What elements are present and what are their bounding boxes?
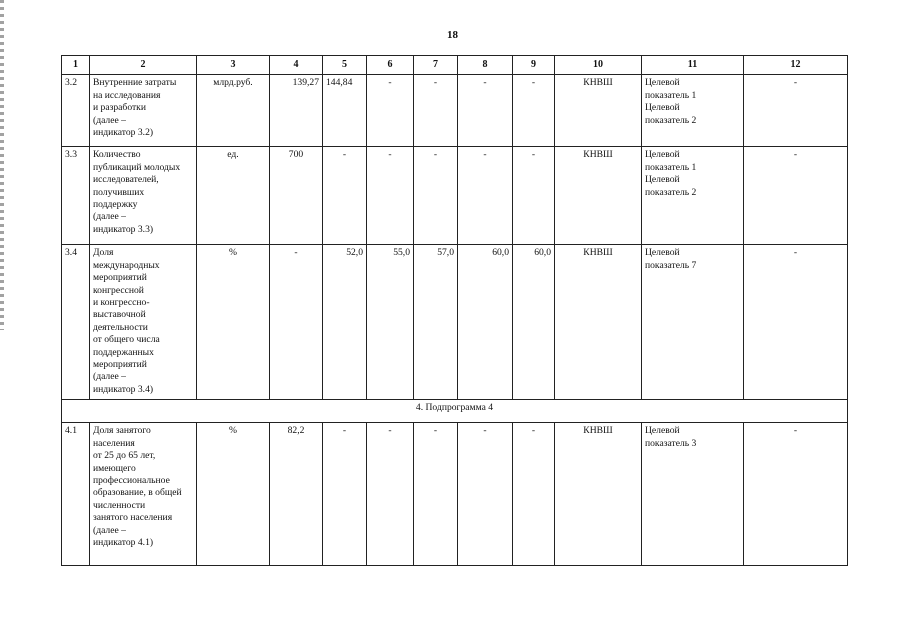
note-cell: - — [744, 423, 848, 566]
indicator-name: Доля международных мероприятий конгрессной и конгрессно- выставочной деятельности от общего числа поддержанных мероприятий (далее – индикатор 3.4) — [90, 245, 197, 400]
value-cell: - — [458, 147, 513, 245]
value-cell: 144,84 — [323, 75, 367, 147]
target-cell: Целевой показатель 1 Целевой показатель 2 — [642, 75, 744, 147]
col-header-5: 5 — [323, 56, 367, 75]
col-header-8: 8 — [458, 56, 513, 75]
row-number: 4.1 — [62, 423, 90, 566]
note-cell: - — [744, 147, 848, 245]
col-header-6: 6 — [367, 56, 414, 75]
value-cell: 55,0 — [367, 245, 414, 400]
value-cell: - — [367, 423, 414, 566]
value-cell: - — [458, 423, 513, 566]
value-cell: - — [513, 147, 555, 245]
subprogram-row — [62, 400, 848, 423]
note-cell: - — [744, 75, 848, 147]
col-header-2: 2 — [90, 56, 197, 75]
value-cell: 60,0 — [458, 245, 513, 400]
value-cell: - — [367, 147, 414, 245]
responsible-cell: КНВШ — [555, 75, 642, 147]
table-row — [62, 147, 848, 245]
row-number: 3.4 — [62, 245, 90, 400]
subprogram-title: 4. Подпрограмма 4 — [62, 400, 848, 423]
row-number: 3.2 — [62, 75, 90, 147]
value-cell: - — [367, 75, 414, 147]
unit-cell: % — [197, 245, 270, 400]
value-cell: 52,0 — [323, 245, 367, 400]
value-cell: - — [513, 423, 555, 566]
unit-cell: % — [197, 423, 270, 566]
col-header-7: 7 — [414, 56, 458, 75]
note-cell: - — [744, 245, 848, 400]
table-row — [62, 245, 848, 400]
value-cell: - — [414, 423, 458, 566]
value-cell: - — [513, 75, 555, 147]
value-cell: - — [414, 147, 458, 245]
value-cell: - — [414, 75, 458, 147]
target-cell: Целевой показатель 3 — [642, 423, 744, 566]
unit-cell: ед. — [197, 147, 270, 245]
col-header-12: 12 — [744, 56, 848, 75]
value-cell: 82,2 — [270, 423, 323, 566]
header-row — [62, 56, 848, 75]
scan-edge-mark — [0, 0, 4, 330]
value-cell: - — [323, 147, 367, 245]
table-row — [62, 75, 848, 147]
col-header-3: 3 — [197, 56, 270, 75]
value-cell: 60,0 — [513, 245, 555, 400]
value-cell: 139,27 — [270, 75, 323, 147]
col-header-10: 10 — [555, 56, 642, 75]
indicators-table — [61, 55, 848, 566]
responsible-cell: КНВШ — [555, 147, 642, 245]
table-row — [62, 423, 848, 566]
col-header-1: 1 — [62, 56, 90, 75]
value-cell: 700 — [270, 147, 323, 245]
col-header-11: 11 — [642, 56, 744, 75]
indicator-name: Внутренние затраты на исследования и разработки (далее – индикатор 3.2) — [90, 75, 197, 147]
indicator-name: Количество публикаций молодых исследователей, получивших поддержку (далее – индикатор 3.3) — [90, 147, 197, 245]
value-cell: - — [458, 75, 513, 147]
page-number: 18 — [447, 29, 458, 41]
value-cell: 57,0 — [414, 245, 458, 400]
responsible-cell: КНВШ — [555, 423, 642, 566]
responsible-cell: КНВШ — [555, 245, 642, 400]
value-cell: - — [270, 245, 323, 400]
row-number: 3.3 — [62, 147, 90, 245]
unit-cell: млрд.руб. — [197, 75, 270, 147]
col-header-4: 4 — [270, 56, 323, 75]
col-header-9: 9 — [513, 56, 555, 75]
target-cell: Целевой показатель 1 Целевой показатель 2 — [642, 147, 744, 245]
target-cell: Целевой показатель 7 — [642, 245, 744, 400]
indicator-name: Доля занятого населения от 25 до 65 лет, имеющего профессиональное образование, в общей численности занятого населения (далее – индикатор 4.1) — [90, 423, 197, 566]
value-cell: - — [323, 423, 367, 566]
